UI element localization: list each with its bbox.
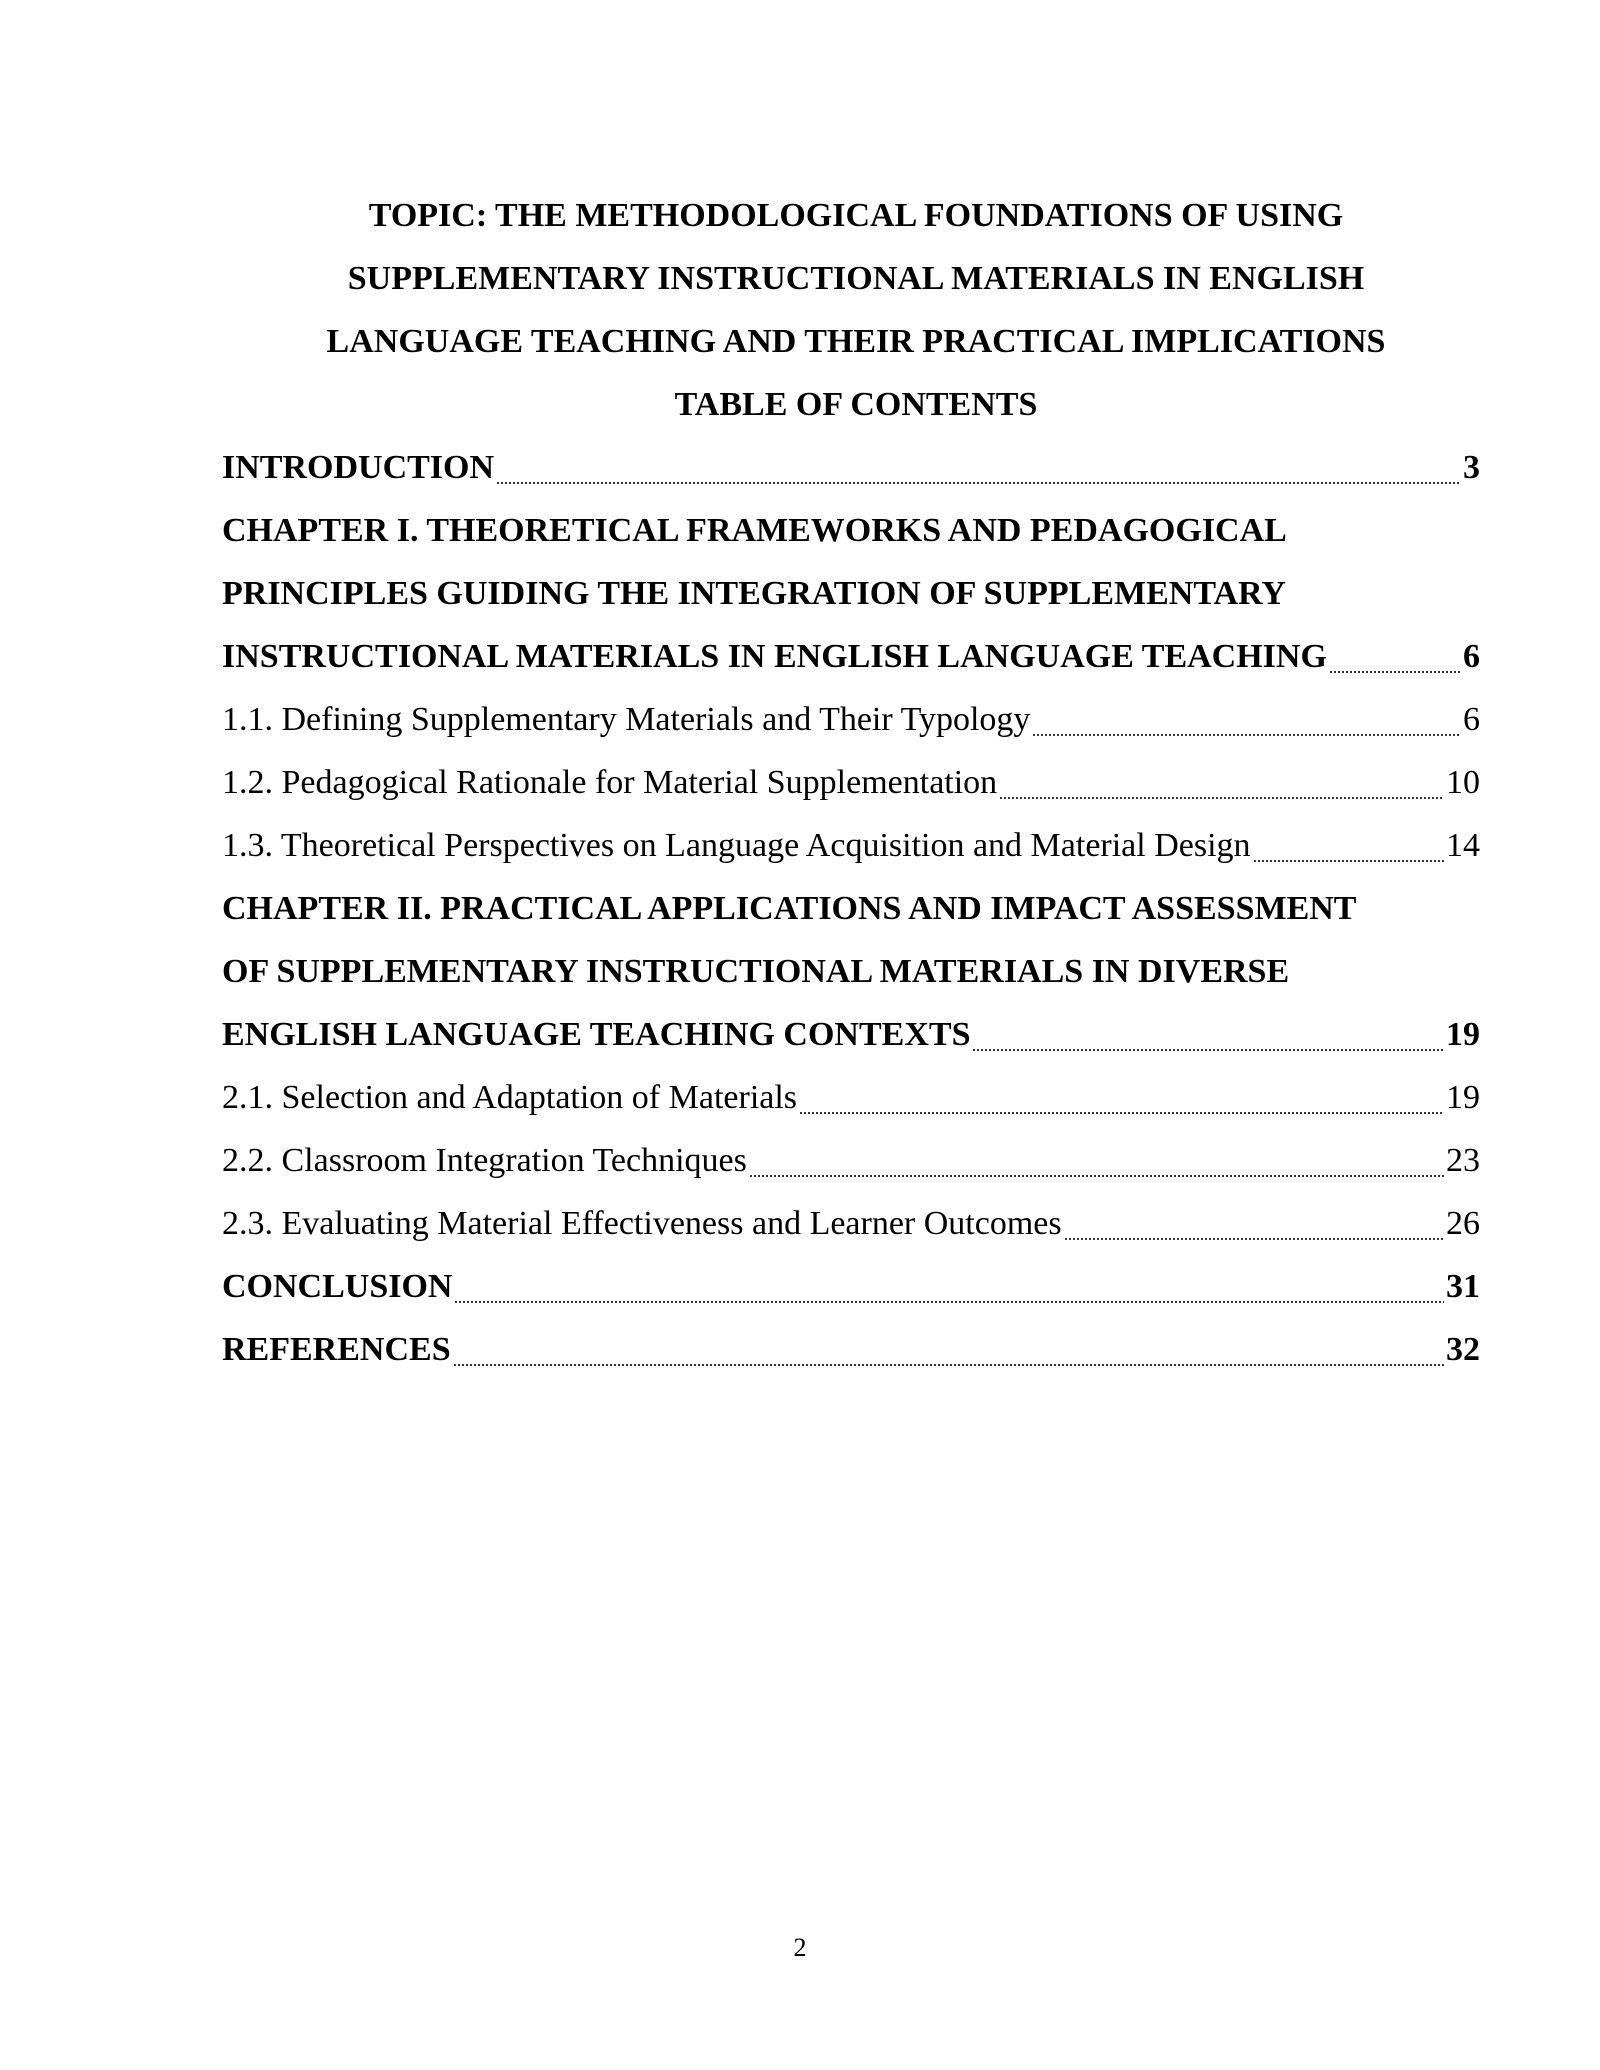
toc-entry-page: 3 <box>1463 449 1480 486</box>
dot-leader <box>999 780 1444 800</box>
toc-entry-page: 19 <box>1446 1079 1480 1116</box>
table-of-contents <box>222 436 1480 1381</box>
toc-entry-page: 31 <box>1446 1268 1480 1305</box>
toc-entry-chapter-1[interactable] <box>222 499 1480 688</box>
toc-entry-section-1-3[interactable] <box>222 814 1480 877</box>
dot-leader <box>453 1347 1444 1367</box>
chapter-heading-line: OF SUPPLEMENTARY INSTRUCTIONAL MATERIALS IN DIVERSE <box>222 953 1290 990</box>
chapter-heading-line: CHAPTER II. PRACTICAL APPLICATIONS AND IMPACT ASSESSMENT <box>222 890 1357 927</box>
toc-entry-page: 26 <box>1446 1205 1480 1242</box>
page-number: 2 <box>793 1933 807 1962</box>
dot-leader <box>1253 843 1444 863</box>
toc-entry-label: INTRODUCTION <box>222 449 495 486</box>
toc-entry-page: 19 <box>1446 1016 1480 1053</box>
dot-leader <box>454 1284 1444 1304</box>
title-line: TOPIC: THE METHODOLOGICAL FOUNDATIONS OF USING <box>368 197 1344 234</box>
dot-leader <box>799 1095 1444 1115</box>
toc-entry-page: 10 <box>1446 764 1480 801</box>
toc-entry-section-1-2[interactable] <box>222 751 1480 814</box>
dot-leader <box>972 1032 1444 1052</box>
toc-entry-page: 6 <box>1463 638 1480 675</box>
toc-heading: TABLE OF CONTENTS <box>674 386 1038 423</box>
dot-leader <box>1329 654 1461 674</box>
toc-entry-section-2-3[interactable] <box>222 1192 1480 1255</box>
title-line: LANGUAGE TEACHING AND THEIR PRACTICAL IMPLICATIONS <box>326 323 1386 360</box>
dot-leader <box>1064 1221 1444 1241</box>
toc-entry-label: 2.3. Evaluating Material Effectiveness and Learner Outcomes <box>222 1205 1062 1242</box>
toc-entry-section-2-2[interactable] <box>222 1129 1480 1192</box>
toc-entry-label: ENGLISH LANGUAGE TEACHING CONTEXTS <box>222 1016 971 1053</box>
toc-entry-introduction[interactable] <box>222 436 1480 499</box>
toc-entry-references[interactable] <box>222 1318 1480 1381</box>
dot-leader <box>1032 717 1461 737</box>
toc-entry-conclusion[interactable] <box>222 1255 1480 1318</box>
toc-entry-label: CONCLUSION <box>222 1268 453 1305</box>
toc-entry-label: INSTRUCTIONAL MATERIALS IN ENGLISH LANGUAGE TEACHING <box>222 638 1327 675</box>
dot-leader <box>749 1158 1444 1178</box>
toc-entry-label: REFERENCES <box>222 1331 451 1368</box>
toc-entry-page: 23 <box>1446 1142 1480 1179</box>
toc-entry-page: 32 <box>1446 1331 1480 1368</box>
toc-entry-label: 1.2. Pedagogical Rationale for Material Supplementation <box>222 764 998 801</box>
toc-entry-section-1-1[interactable] <box>222 688 1480 751</box>
toc-entry-label: 1.1. Defining Supplementary Materials and Their Typology <box>222 701 1031 738</box>
chapter-heading-line: CHAPTER I. THEORETICAL FRAMEWORKS AND PEDAGOGICAL <box>222 512 1287 549</box>
title-line: SUPPLEMENTARY INSTRUCTIONAL MATERIALS IN ENGLISH <box>347 260 1365 297</box>
dot-leader <box>496 465 1461 485</box>
toc-entry-section-2-1[interactable] <box>222 1066 1480 1129</box>
toc-entry-label: 2.1. Selection and Adaptation of Materials <box>222 1079 798 1116</box>
toc-entry-chapter-2[interactable] <box>222 877 1480 1066</box>
toc-entry-page: 14 <box>1446 827 1480 864</box>
chapter-heading-last-line <box>222 1003 1480 1066</box>
document-title <box>222 184 1490 436</box>
toc-entry-page: 6 <box>1463 701 1480 738</box>
toc-entry-label: 1.3. Theoretical Perspectives on Language Acquisition and Material Design <box>222 827 1251 864</box>
chapter-heading-last-line <box>222 625 1480 688</box>
chapter-heading-line: PRINCIPLES GUIDING THE INTEGRATION OF SUPPLEMENTARY <box>222 575 1286 612</box>
toc-entry-label: 2.2. Classroom Integration Techniques <box>222 1142 747 1179</box>
